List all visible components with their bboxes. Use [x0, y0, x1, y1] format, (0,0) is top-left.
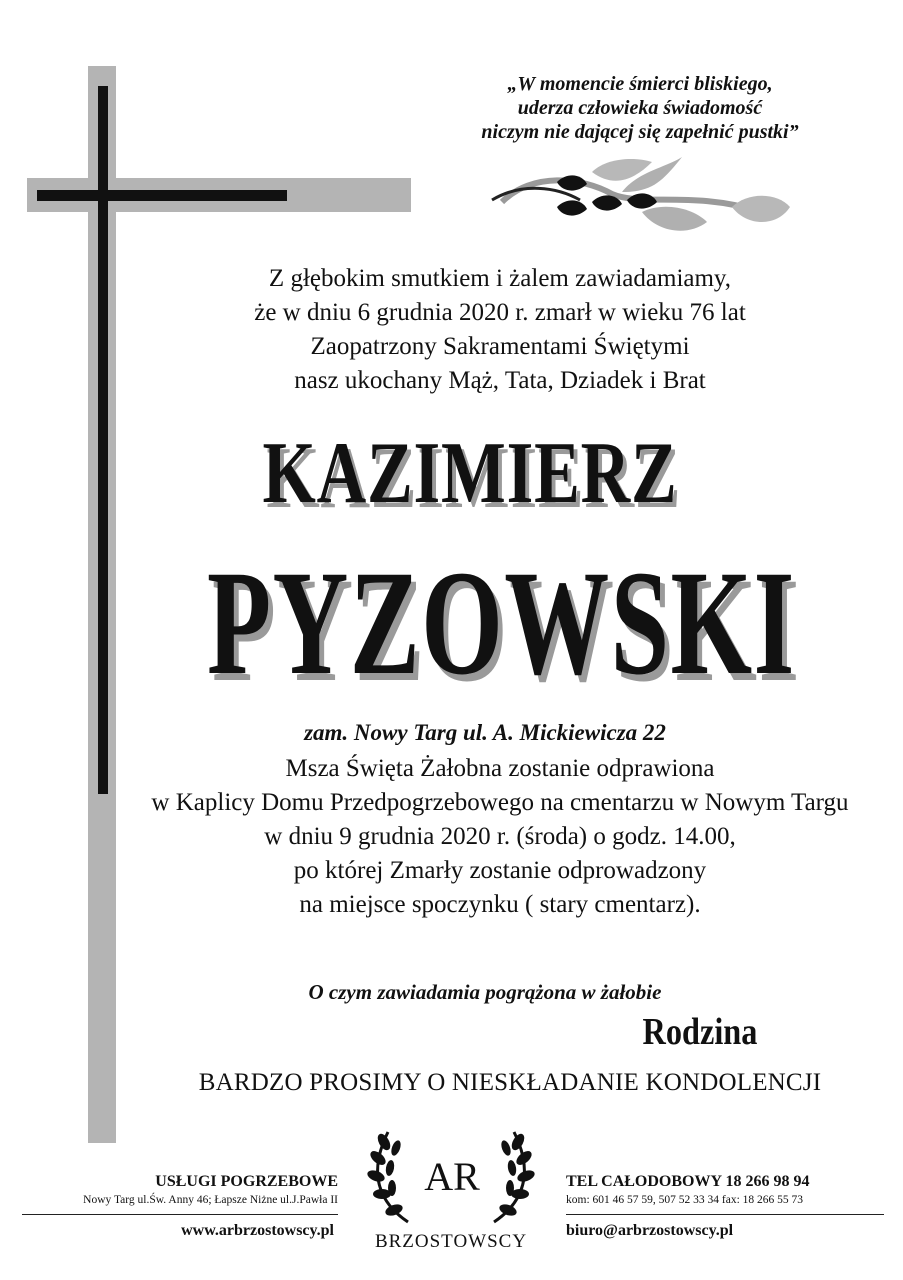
- mass-line: po której Zmarły zostanie odprowadzony: [293, 857, 707, 884]
- deceased-first-name: KAZIMIERZ: [262, 425, 678, 522]
- deceased-last-name: PYZOWSKI: [207, 540, 796, 706]
- footer-website-link[interactable]: www.arbrzostowscy.pl: [181, 1222, 334, 1239]
- mass-line: w Kaplicy Domu Przedpogrzebowego na cmentarzu w Nowym Targu: [151, 789, 849, 816]
- mass-line: Msza Święta Żałobna zostanie odprawiona: [285, 755, 715, 782]
- announcement-line: Z głębokim smutkiem i żalem zawiadamiamy,: [268, 265, 732, 292]
- leaf-branch-icon: [462, 152, 802, 252]
- mass-line: w dniu 9 grudnia 2020 r. (środa) o godz. 14.00,: [264, 823, 736, 850]
- quote-line: „W momencie śmierci bliskiego,: [507, 73, 773, 95]
- quote: [400, 72, 880, 144]
- announcement-line: nasz ukochany Mąż, Tata, Dziadek i Brat: [294, 367, 706, 394]
- cross-horizontal-bar: [37, 190, 287, 201]
- footer-divider-right: [566, 1214, 884, 1215]
- logo-initials: AR: [424, 1154, 480, 1199]
- quote-line: uderza człowieka świadomość: [517, 97, 763, 119]
- mass-info: [120, 752, 880, 922]
- footer-email-link[interactable]: biuro@arbrzostowscy.pl: [566, 1222, 734, 1239]
- footer-service-title: USŁUGI POGRZEBOWE: [155, 1173, 338, 1190]
- footer-phone-details: kom: 601 46 57 59, 507 52 33 34 fax: 18 266 55 73: [566, 1194, 804, 1206]
- footer-phone-title: TEL CAŁODOBOWY 18 266 98 94: [566, 1173, 810, 1190]
- logo-brand-name: BRZOSTOWSCY: [374, 1231, 528, 1252]
- mass-line: na miejsce spoczynku ( stary cmentarz).: [299, 891, 701, 918]
- announcement: [160, 262, 840, 398]
- footer-service-address: Nowy Targ ul.Św. Anny 46; Łapsze Niżne ul.J.Pawła II: [83, 1194, 338, 1206]
- family-signature: Rodzina: [642, 1011, 758, 1053]
- mourning-text: O czym zawiadamia pogrążona w żałobie: [308, 980, 662, 1004]
- deceased-address: zam. Nowy Targ ul. A. Mickiewicza 22: [304, 720, 666, 745]
- quote-line: niczym nie dającej się zapełnić pustki”: [481, 121, 799, 143]
- announcement-line: Zaopatrzony Sakramentami Świętymi: [310, 333, 690, 360]
- announcement-line: że w dniu 6 grudnia 2020 r. zmarł w wieku 76 lat: [254, 299, 746, 326]
- footer-divider-left: [22, 1214, 338, 1215]
- condolence-request: BARDZO PROSIMY O NIESKŁADANIE KONDOLENCJI: [198, 1069, 822, 1096]
